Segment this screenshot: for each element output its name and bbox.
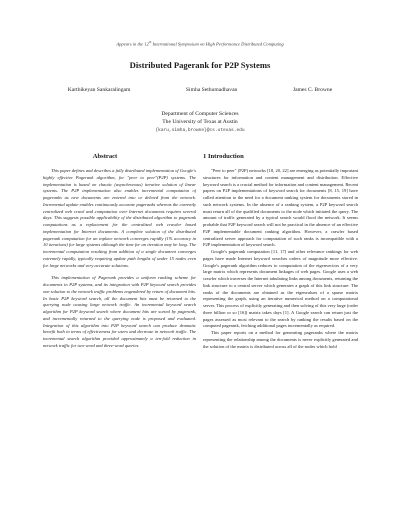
venue-superscript: th: [148, 40, 152, 44]
abstract-heading: Abstract: [92, 153, 118, 160]
intro-paragraph-3: This paper reports on a method for generating pageranks where the matrix representing the relationship among the documents is never explicitly generated and the solution of the matrix is distributed across all of the nodes which hold: [203, 330, 358, 349]
venue-line: [0, 40, 400, 47]
venue-suffix: International Symposium on High Performance Distributed Computing: [151, 41, 284, 47]
affiliation-dept: Department of Computer Sciences: [161, 111, 239, 117]
author-2: Simha Sethumadhavan: [185, 87, 238, 93]
author-email: {karu,simha,browne}@cs.utexas.edu: [155, 128, 245, 133]
author-3: James C. Browne: [292, 87, 333, 93]
introduction-column: [203, 168, 358, 508]
author-list: [40, 87, 360, 93]
introduction-heading: 1 Introduction: [203, 153, 244, 160]
affiliation: [0, 110, 400, 126]
venue-prefix: Appears in the 12: [116, 41, 149, 47]
affiliation-univ: The University of Texas at Austin: [162, 119, 238, 126]
abstract-column: [43, 168, 196, 508]
abstract-paragraph-1: This paper defines and describes a fully distributed implementation of Google's highly effective Pagerank algorithm, for "peer to peer"(P2P) systems. The implementation is based on chaotic (asynchronous) iterative solution of linear systems. The P2P implementation also enables incremental computation of pageranks as new documents are entered into or deleted from the network. Incremental update enables continuously accurate pageranks whereas the currently centralized web crawl and computation over Internet documents requires several days. This suggests possible applicability of the distributed algorithm to pagerank computations as a replacement for the centralized web crawler based implementation for Internet documents. A complete solution of the distributed pagerank computation for an inplace network converges rapidly (1% accuracy in 10 iterations) for large systems although the time for an iteration may be long. The incremental computation resulting from addition of a single document converges extremely rapidly, typically requiring update path lengths of under 15 nodes even for large networks and very accurate solutions.: [43, 168, 196, 268]
author-1: Karthikeyan Sankaralingam: [67, 87, 131, 93]
paper-title: Distributed Pagerank for P2P Systems: [129, 60, 271, 70]
intro-paragraph-1: "Peer to peer" (P2P) networks [18, 20, 22] are emerging as potentially important structures for information and content management and distribution. Effective keyword search is a crucial method for information and content management. Recent papers on P2P implementations of keyword search for documents [8, 15, 19] have called attention to the need for a document ranking system for documents stored in such network systems. In the absence of a ranking system, a P2P keyword search must return all of the qualified documents to the node which initiated the query. The amount of traffic generated by a typical search would flood the network. It seems probable that P2P keyword search will not be practical in the absence of an effective P2P implementable document ranking algorithm. However, a crawler based centralized server approach for computation of such ranks is incompatible with a P2P implementation of keyword search.: [203, 168, 358, 248]
abstract-paragraph-2: This implementation of Pagerank provides a uniform ranking scheme for documents in P2P systems, and its integration with P2P keyword search provides one solution to the network traffic problems engendered by return of document hits. In basic P2P keyword search, all the document hits must be returned to the querying node causing large network traffic. An incremental keyword search algorithm for P2P keyword search where document hits are sorted by pagerank, and incrementally returned to the querying node is proposed and evaluated. Integration of this algorithm into P2P keyword search can produce dramatic benefit both in terms of effectiveness for users and decrease in network traffic. The incremental search algorithm provided approximately a ten-fold reduction in network traffic for two-word and three-word queries.: [43, 275, 196, 348]
intro-paragraph-2: Google's pagerank computation [11, 17] and other relevance rankings for web pages have made Internet keyword searches orders of magnitude more effective. Google's pagerank algorithm reduces to computation of the eigenvectors of a very large matrix which represents document linkages of web pages. Google uses a web crawler which traverses the Internet tabulating links among documents, returning the link structure to a central server which generates a graph of this link structure. The ranks of the documents are obtained as the eigenvalues of a sparse matrix representing the graph, using an iterative numerical method on a computational server. This process of explicitly generating and then solving of this very large (order three billion or so [16]) matrix takes days [1]. A Google search can return just the pages assessed as most relevant to the search by ranking the results based on the computed pagerank, fetching additional pages incrementally as required.: [203, 249, 358, 329]
